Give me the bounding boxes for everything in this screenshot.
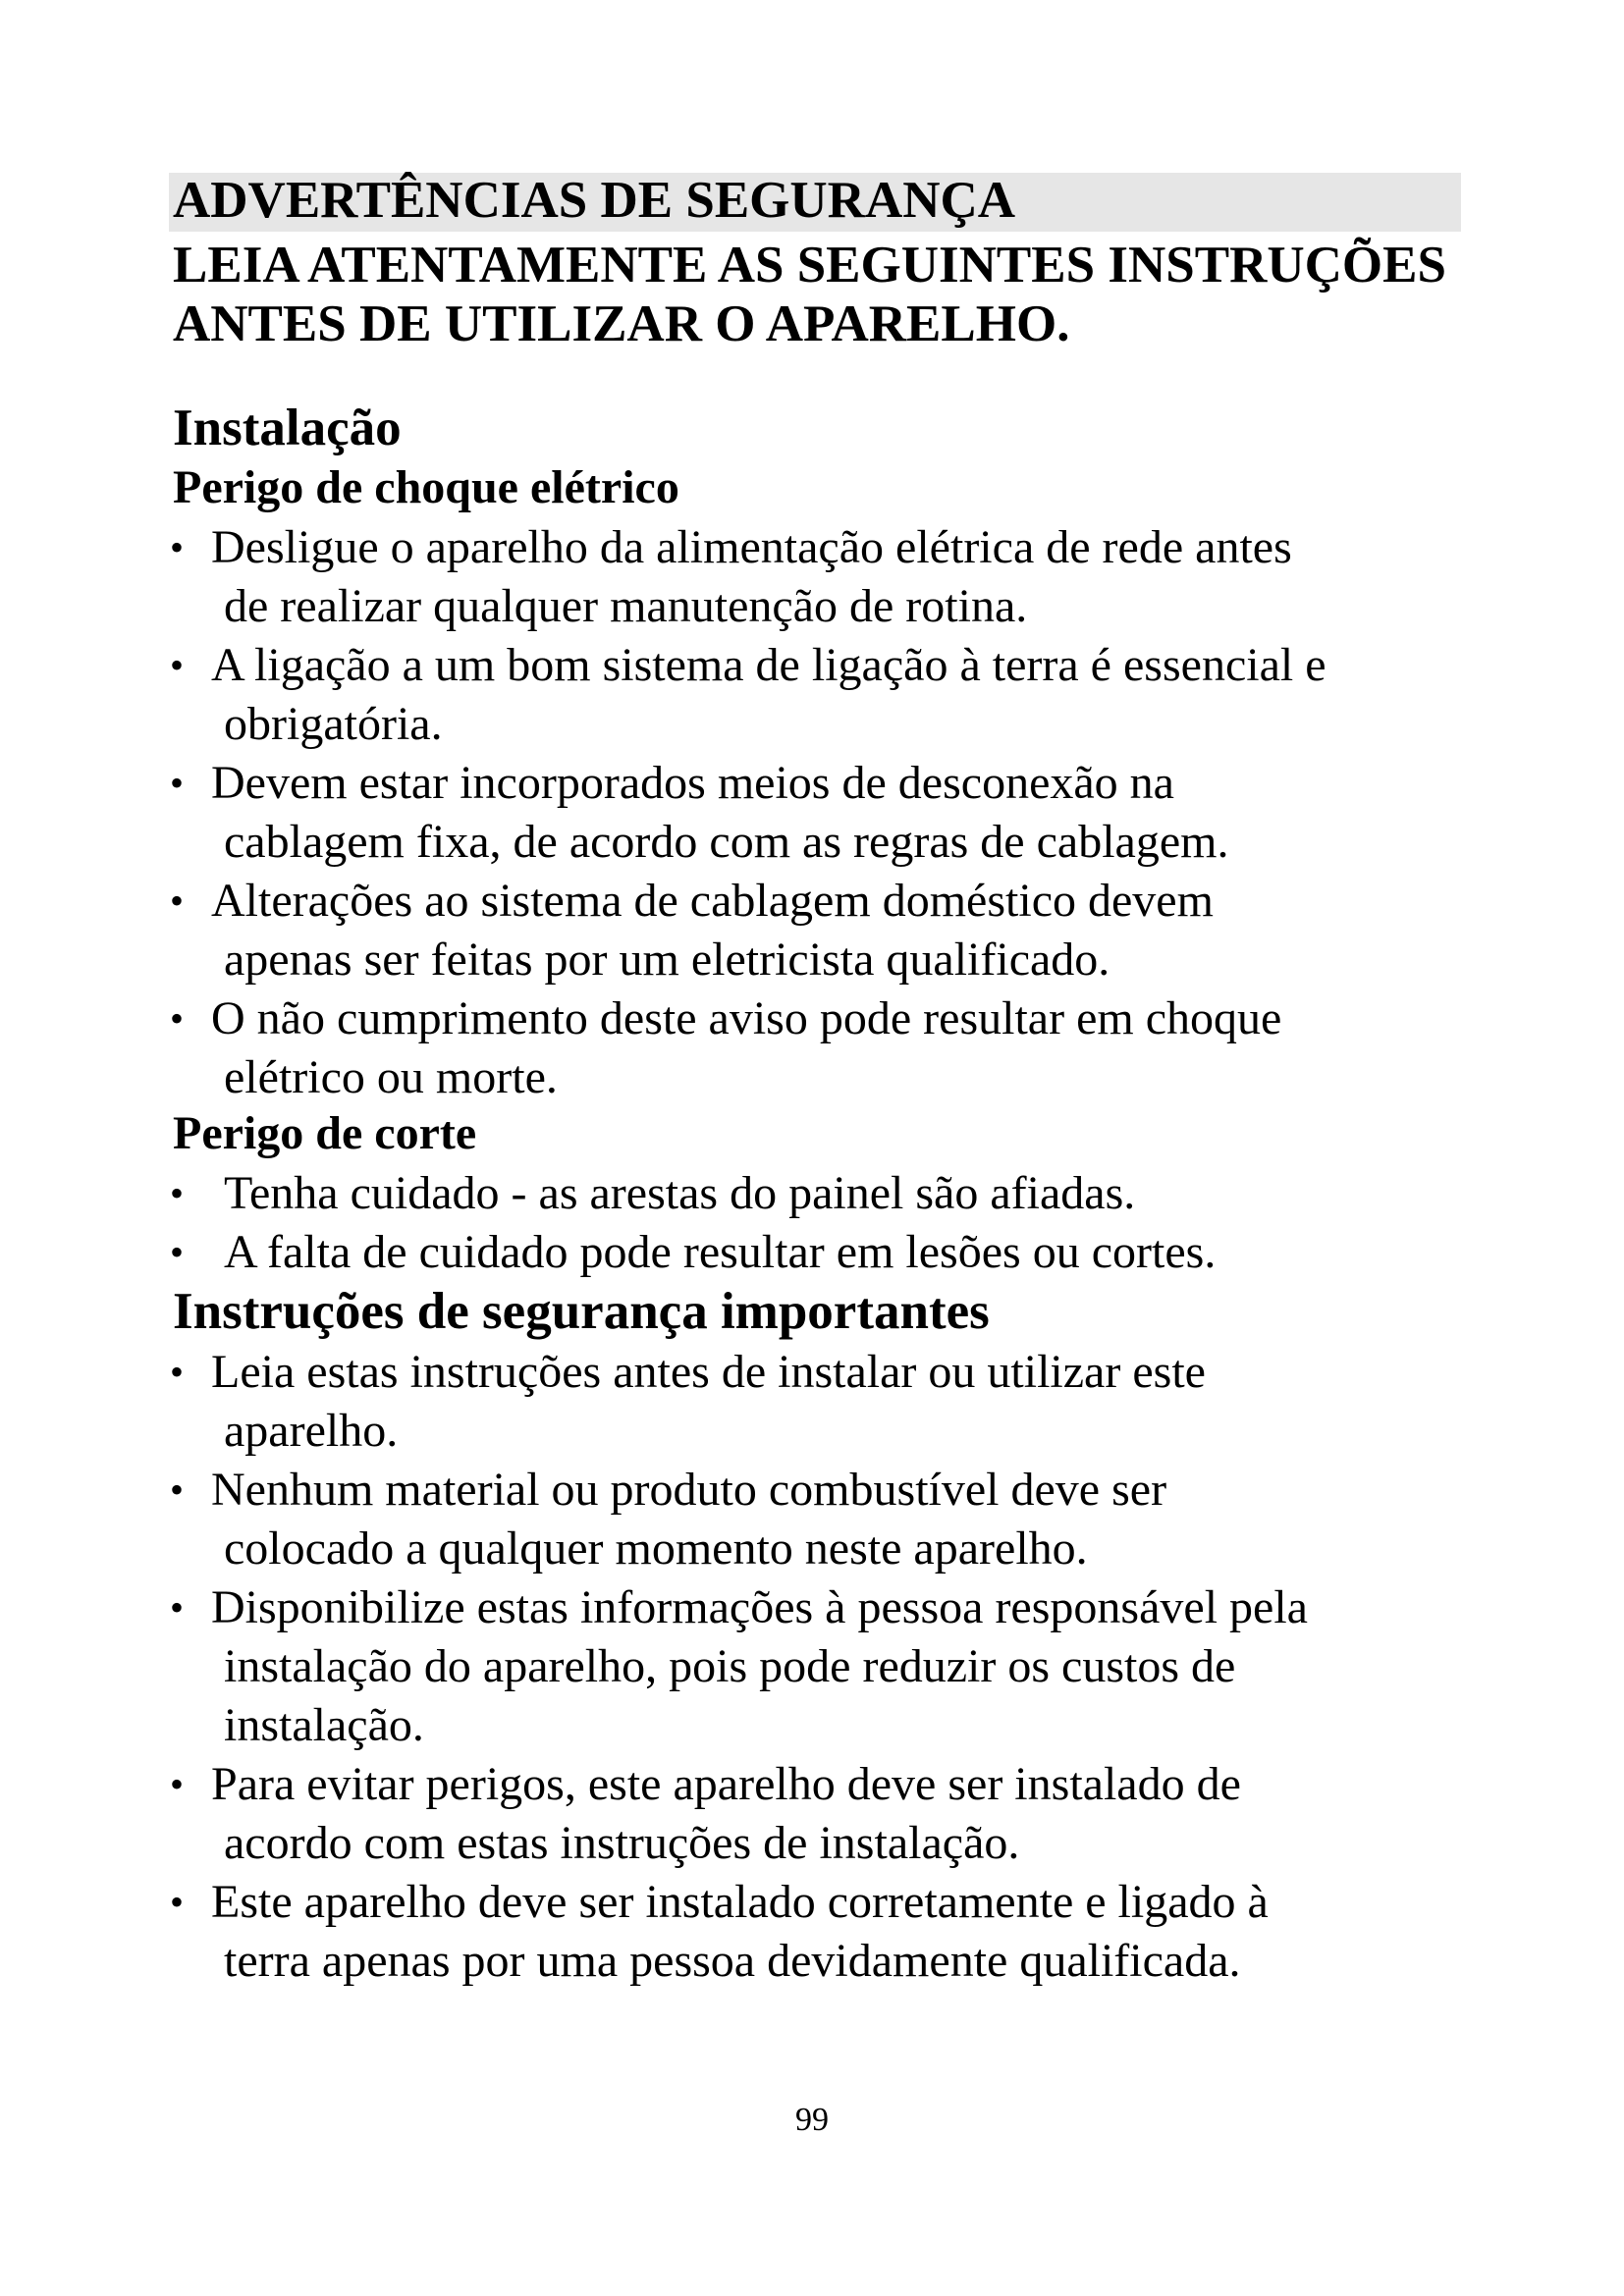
list-item (0, 754, 1624, 872)
bullet-icon: • (170, 761, 185, 805)
section-title-important-safety: Instruções de segurança importantes (173, 1283, 990, 1340)
list-item-text: Tenha cuidado - as arestas do painel são afiadas. (224, 1167, 1136, 1219)
section-title-installation: Instalação (173, 400, 402, 456)
list-item (0, 989, 1624, 1107)
list-item-text: Nenhum material ou produto combustível deve ser (211, 1464, 1167, 1516)
bullet-icon: • (170, 1585, 185, 1629)
list-item (0, 636, 1624, 754)
list-item-text: Este aparelho deve ser instalado corretamente e ligado à (211, 1876, 1269, 1928)
list-item-text: O não cumprimento deste aviso pode resultar em choque (211, 992, 1282, 1044)
list-item-text: de realizar qualquer manutenção de rotina. (224, 580, 1028, 632)
important-safety-list (0, 1343, 1624, 1991)
bullet-icon: • (170, 1171, 185, 1215)
list-item-text: instalação. (224, 1699, 424, 1751)
bullet-icon: • (170, 525, 185, 569)
list-item (0, 518, 1624, 636)
cut-hazard-list (0, 1164, 1624, 1282)
page-subtitle (173, 236, 1508, 353)
list-item-text: acordo com estas instruções de instalação. (224, 1817, 1020, 1869)
list-item-text: Desligue o aparelho da alimentação elétrica de rede antes (211, 521, 1292, 573)
list-item-text: cablagem fixa, de acordo com as regras de cablagem. (224, 816, 1229, 868)
shock-hazard-list (0, 518, 1624, 1107)
bullet-icon: • (170, 643, 185, 687)
page-title: ADVERTÊNCIAS DE SEGURANÇA (173, 172, 1016, 229)
bullet-icon: • (170, 1350, 185, 1394)
list-item-text: Leia estas instruções antes de instalar ou utilizar este (211, 1346, 1206, 1398)
subtitle-line-2: ANTES DE UTILIZAR O APARELHO. (173, 295, 1070, 352)
list-item-text: obrigatória. (224, 698, 443, 750)
bullet-icon: • (170, 1880, 185, 1924)
bullet-icon: • (170, 1468, 185, 1512)
bullet-icon: • (170, 879, 185, 923)
list-item-text: instalação do aparelho, pois pode reduzir os custos de (224, 1640, 1236, 1692)
list-item-text: Alterações ao sistema de cablagem doméstico devem (211, 875, 1214, 927)
list-item-text: A falta de cuidado pode resultar em lesões ou cortes. (224, 1226, 1217, 1278)
list-item (0, 1223, 1624, 1282)
list-item-text: aparelho. (224, 1405, 399, 1457)
subtitle-line-1: LEIA ATENTAMENTE AS SEGUINTES INSTRUÇÕES (173, 237, 1446, 294)
list-item (0, 1461, 1624, 1578)
subsection-title-shock-hazard: Perigo de choque elétrico (173, 461, 679, 513)
list-item (0, 1755, 1624, 1873)
list-item (0, 1873, 1624, 1991)
list-item-text: terra apenas por uma pessoa devidamente qualificada. (224, 1935, 1241, 1987)
bullet-icon: • (170, 1762, 185, 1806)
bullet-icon: • (170, 1230, 185, 1274)
list-item (0, 872, 1624, 989)
bullet-icon: • (170, 996, 185, 1041)
page-number: 99 (795, 2102, 829, 2138)
subsection-title-cut-hazard: Perigo de corte (173, 1107, 477, 1159)
list-item (0, 1164, 1624, 1223)
list-item (0, 1343, 1624, 1461)
list-item (0, 1578, 1624, 1755)
list-item-text: A ligação a um bom sistema de ligação à terra é essencial e (211, 639, 1326, 691)
list-item-text: Disponibilize estas informações à pessoa responsável pela (211, 1581, 1308, 1633)
list-item-text: elétrico ou morte. (224, 1051, 558, 1103)
list-item-text: apenas ser feitas por um eletricista qualificado. (224, 934, 1110, 986)
list-item-text: Devem estar incorporados meios de desconexão na (211, 757, 1174, 809)
list-item-text: Para evitar perigos, este aparelho deve ser instalado de (211, 1758, 1241, 1810)
list-item-text: colocado a qualquer momento neste aparelho. (224, 1522, 1088, 1575)
